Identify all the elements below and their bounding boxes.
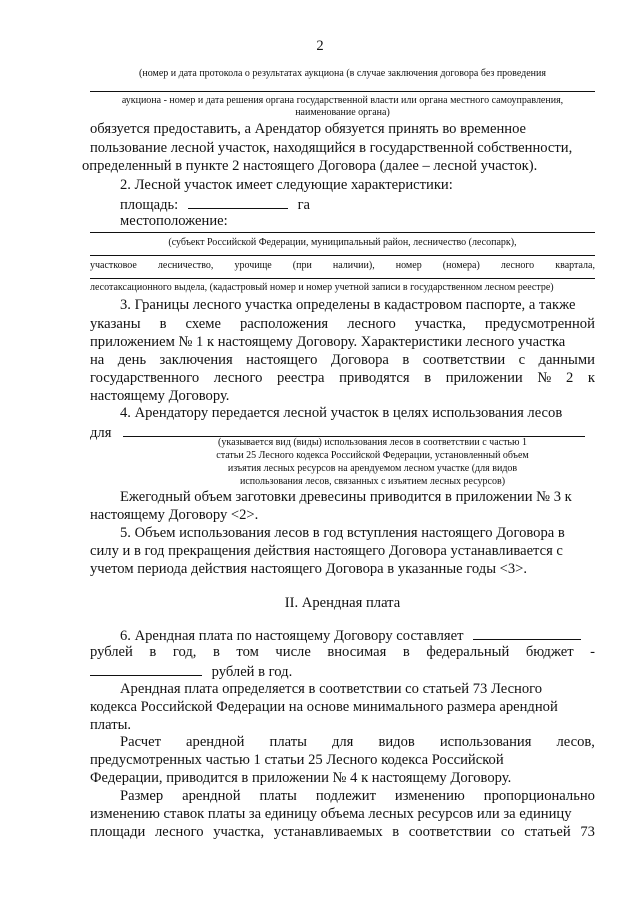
p9-line3: площади лесного участка, устанавливаемых в соответствии со статьей 73 [90, 824, 595, 840]
purpose-note1: (указывается вид (виды) использования лесов в соответствии с частью 1 [218, 437, 527, 448]
rent-row [120, 625, 625, 645]
location-note1: (субъект Российской Федерации, муниципальный район, лесничество (лесопарк), [168, 237, 517, 248]
location-label: местоположение: [120, 213, 228, 229]
p3-line2: указаны в схеме расположения лесного участка, предусмотренной [90, 316, 595, 332]
p8-line2: предусмотренных частью 1 статьи 25 Лесного кодекса Российской [90, 752, 504, 768]
fill-line [90, 91, 595, 92]
p5-line1: 5. Объем использования лесов в год вступления настоящего Договора в [120, 525, 565, 541]
decision-note: аукциона - номер и дата решения органа государственной власти или органа местного самоуправления, [121, 95, 564, 106]
federal-amount-field[interactable] [90, 661, 202, 676]
p1-line1: обязуется предоставить, а Арендатор обязуется принять во временное [90, 121, 527, 137]
p5-line2: силу и в год прекращения действия настоящего Договора устанавливается с [90, 543, 563, 559]
p3-line3: приложением № 1 к настоящему Договору. Характеристики лесного участка [90, 334, 566, 350]
p6-line1: 6. Арендная плата по настоящему Договору составляет [120, 628, 464, 644]
purpose-field[interactable] [123, 422, 585, 437]
p7-line1: Арендная плата определяется в соответствии со статьей 73 Лесного [120, 681, 543, 697]
purpose-note2: статьи 25 Лесного кодекса Российской Федерации, установленный объем [216, 450, 529, 461]
p2-line1: 2. Лесной участок имеет следующие характеристики: [120, 177, 453, 193]
p7-line3: платы. [90, 717, 132, 733]
section-title: II. Арендная плата [284, 595, 401, 611]
purpose-label: для [90, 425, 112, 441]
area-label: площадь: [120, 197, 179, 213]
p4-line4: настоящему Договору <2>. [90, 507, 259, 523]
location-note3: лесотаксационного выдела, (кадастровый номер и номер учетной записи в государственном лесном реестре) [90, 282, 554, 293]
area-field[interactable] [188, 194, 288, 209]
p8-line3: Федерации, приводится в приложении № 4 к настоящему Договору. [90, 770, 512, 786]
p9-line1: Размер арендной платы подлежит изменению пропорционально [120, 788, 595, 804]
p3-line4: на день заключения настоящего Договора в соответствии с данными [90, 352, 595, 368]
location-note2: участковое лесничество, урочище (при наличии), номер (номера) лесного квартала, [90, 260, 595, 271]
p5-line3: учетом периода действия настоящего Договора в указанные годы <3>. [90, 561, 528, 577]
p1-line2: пользование лесной участок, находящийся в государственной собственности, [90, 140, 573, 156]
area-row [120, 194, 625, 214]
p8-line1: Расчет арендной платы для видов использования лесов, [120, 734, 595, 750]
p3-line5: государственного лесного реестра приводятся в приложении № 2 к [90, 370, 595, 386]
p6-line3-end: рублей в год. [211, 664, 293, 680]
p9-line2: изменению ставок платы за единицу объема лесных ресурсов или за единицу [90, 806, 572, 822]
p1-line3: определенный в пункте 2 настоящего Договора (далее – лесной участок). [82, 158, 538, 174]
purpose-note3: изъятия лесных ресурсов на арендуемом лесном участке (для видов [227, 463, 518, 474]
purpose-note4: использования лесов, связанных с изъятием лесных ресурсов) [239, 476, 506, 487]
area-unit: га [297, 197, 311, 213]
p3-line6: настоящему Договору. [90, 388, 230, 404]
organ-note: наименование органа) [295, 107, 390, 118]
protocol-note: (номер и дата протокола о результатах аукциона (в случае заключения договора без проведения [139, 68, 546, 79]
p7-line2: кодекса Российской Федерации на основе минимального размера арендной [90, 699, 558, 715]
location-fill-line[interactable] [90, 232, 595, 233]
rent-amount-field[interactable] [473, 625, 581, 640]
p6-line2: рублей в год, в том числе вносимая в федеральный бюджет - [90, 644, 595, 660]
federal-row [90, 661, 595, 681]
p4-line1: 4. Арендатору передается лесной участок в целях использования лесов [120, 405, 563, 421]
p4-line3: Ежегодный объем заготовки древесины приводится в приложении № 3 к [120, 489, 572, 505]
location-fill-line-3[interactable] [90, 278, 595, 279]
p3-line1: 3. Границы лесного участка определены в кадастровом паспорте, а также [120, 297, 576, 313]
page-number: 2 [316, 38, 324, 54]
location-fill-line-2[interactable] [90, 255, 595, 256]
